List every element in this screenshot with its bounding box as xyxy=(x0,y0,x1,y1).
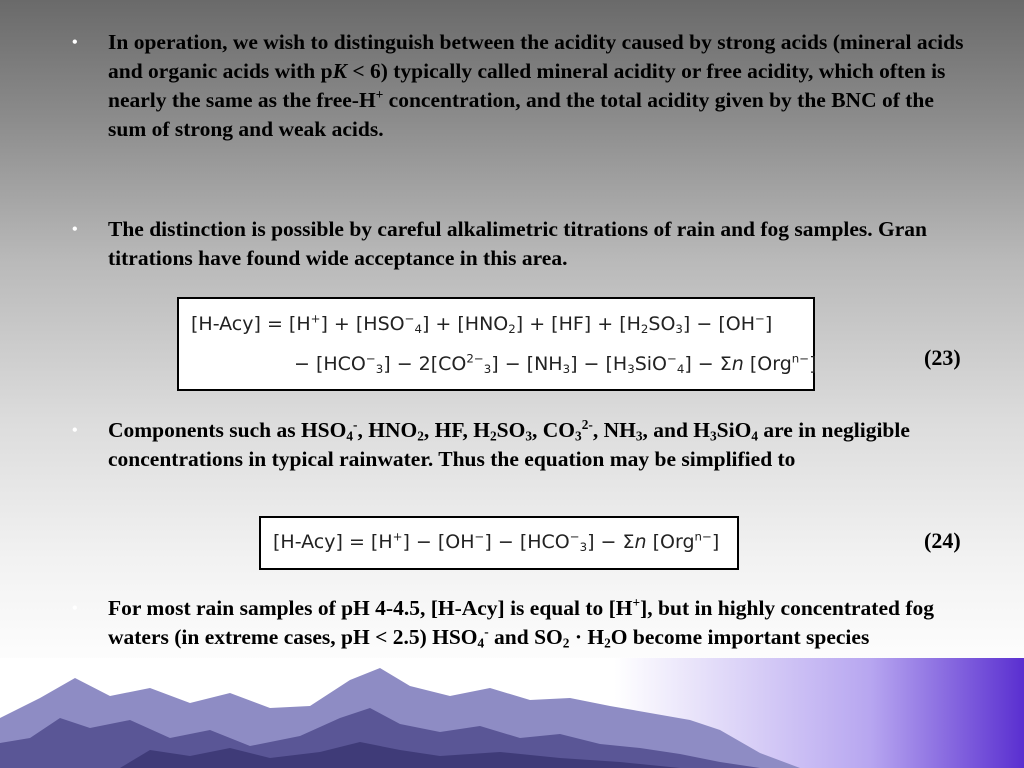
bullet-dot: • xyxy=(72,221,78,238)
bullet-1-text: In operation, we wish to distinguish between the acidity caused by strong acids (mineral acids and organic acids with pK < 6) typically called mineral acidity or free acidity, which often is nearly the same as the free-H+ concentration, and the total acidity given by the BNC of the sum of strong and weak acids. xyxy=(108,30,964,141)
equation-23-box xyxy=(177,297,815,391)
bullet-2-text: The distinction is possible by careful alkalimetric titrations of rain and fog samples. Gran titrations have found wide acceptance in this area. xyxy=(108,217,928,270)
mountain-range-decoration xyxy=(0,658,1024,768)
bullet-3 xyxy=(72,416,972,474)
bullet-4-text: For most rain samples of pH 4-4.5, [H-Acy] is equal to [H+], but in highly concentrated fog waters (in extreme cases, pH < 2.5) $HSO_4^-$ and $SO_2 \cdot H_2O$ become important species xyxy=(108,594,934,651)
equation-24-number: (24) xyxy=(924,528,961,553)
bullet-3-text: Components such as $HSO_4^-$, $HNO_2$, HF, $H_2SO_3$, $CO_3^{2-}$, $NH_3$, and $H_3SiO_4$ are in negligible concentrations in typical rainwater. Thus the equation may be simplified to xyxy=(108,416,910,471)
equation-24-line: $[H-Acy] = [H^+] - [OH^-] - [HCO^-_3] - \Sigma n$ [Org$^{n-}$] xyxy=(273,529,720,554)
bullet-dot: • xyxy=(72,600,78,617)
equation-23-number: (23) xyxy=(924,345,961,370)
bullet-dot: • xyxy=(72,422,78,439)
bullet-2 xyxy=(72,215,972,273)
equation-23-line-2: − $[HCO^-_3] - 2[CO^{2-}_3] - [NH_3] - [H_3SiO^-_4] - \Sigma n$ [Org$^{n-}$] xyxy=(294,351,817,376)
bullet-dot: • xyxy=(72,34,78,51)
equation-24-box xyxy=(259,516,739,570)
bullet-1 xyxy=(72,28,972,144)
equation-23-line-1: $[H-Acy] = [H^+] + [HSO^-_4] + [HNO_2] + [HF] + [H_2SO_3] - [OH^-]$ xyxy=(191,311,773,336)
